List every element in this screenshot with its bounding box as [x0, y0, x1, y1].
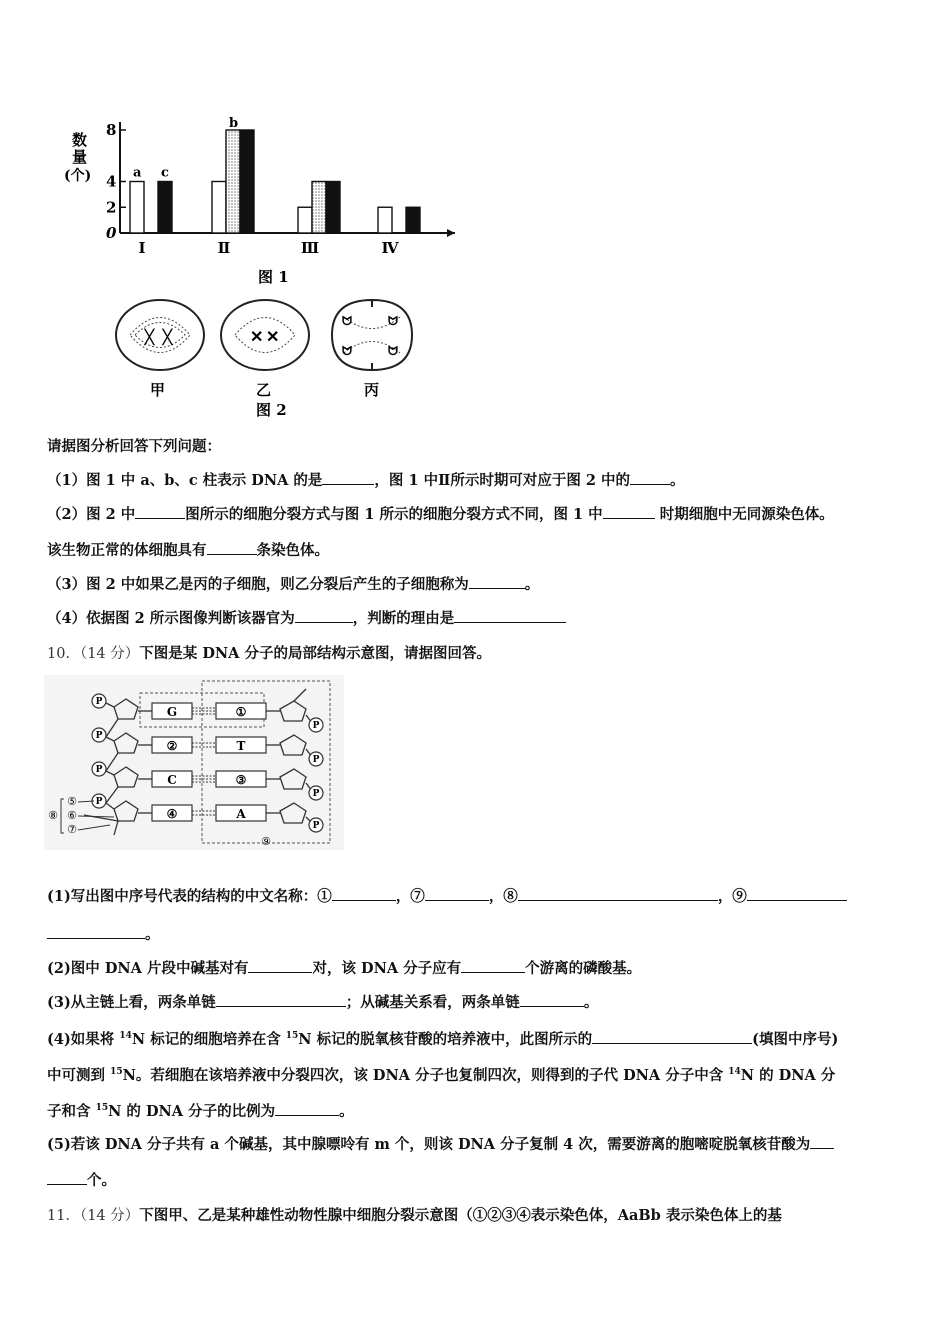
y-axis-label: 数 [72, 131, 88, 149]
svg-text:✕: ✕ [250, 327, 264, 346]
svg-text:ᚷ: ᚷ [162, 327, 173, 348]
side-label-5: ⑤ [67, 795, 77, 808]
figure-1-bar-chart [60, 110, 480, 300]
answer-blank[interactable] [454, 608, 566, 623]
q10-part-3 [47, 992, 598, 1013]
cell-bing [332, 300, 412, 399]
q10-title: 下图是某 DNA 分子的局部结构示意图，请据图回答。 [139, 645, 491, 662]
q10-p4-text: 。 [339, 1102, 354, 1120]
answer-blank[interactable] [592, 1029, 752, 1044]
side-label-7: ⑦ [67, 823, 77, 836]
answer-blank[interactable] [810, 1134, 834, 1149]
q11-text: 下图甲、乙是某种雄性动物性腺中细胞分裂示意图（①②③④表示染色体，AaBb 表示染色体上的基 [139, 1207, 782, 1224]
q10-part-1-cont [47, 924, 160, 945]
base-left-4: ④ [166, 807, 178, 821]
answer-blank[interactable] [520, 992, 584, 1007]
q10-heading [47, 644, 491, 664]
side-label-6: ⑥ [67, 809, 77, 822]
answer-blank[interactable] [322, 470, 374, 485]
y-tick-label: 0 [106, 224, 117, 242]
chart-plot [106, 116, 455, 257]
y-tick-label: 2 [106, 198, 117, 217]
q10-p3-text-c: 。 [583, 994, 599, 1011]
base-left-3: C [167, 773, 177, 787]
q10-p4-text: (填图中序号) [752, 1030, 839, 1048]
cell-label-bing: 丙 [364, 381, 380, 399]
svg-text:ᗢ: ᗢ [342, 344, 352, 358]
q9-p3-text-a: （3）图 2 中如果乙是丙的子细胞，则乙分裂后产生的子细胞称为 [47, 576, 469, 593]
q9-part-2b [47, 540, 329, 561]
superscript: 14 [119, 1031, 132, 1041]
phosphate-label: P [312, 821, 320, 831]
q10-p2-text-b: 对，该 DNA 分子应有 [312, 960, 462, 977]
phosphate-label: P [312, 721, 320, 731]
x-tick-label: Ⅱ [217, 239, 231, 257]
q10-p4-text: (4)如果将 [47, 1030, 120, 1048]
q9-p4-text-b: ，判断的理由是 [352, 610, 455, 627]
q10-part-4 [47, 1026, 838, 1050]
q9-p2-text-d: 该生物正常的体细胞具有 [47, 542, 207, 559]
bar-c [240, 130, 254, 233]
cell-label-yi: 乙 [256, 381, 272, 399]
answer-blank[interactable] [747, 886, 847, 901]
q10-p3-text-b: ；从碱基关系看，两条单链 [345, 994, 520, 1011]
q10-part-5-cont [47, 1170, 116, 1191]
chart-title: 图 1 [258, 268, 289, 286]
base-left-2: ② [166, 739, 178, 753]
q10-p5-text-a: (5)若该 DNA 分子共有 a 个碱基，其中腺嘌呤有 m 个，则该 DNA 分子复制 4 次，需要游离的胞嘧啶脱氧核苷酸为 [47, 1136, 811, 1153]
q10-p4-text: N。若细胞在该培养液中分裂四次，该 DNA 分子也复制四次，则得到的子代 DNA 分子中含 [122, 1066, 729, 1084]
phosphate-label: P [95, 797, 103, 807]
cell-label-jia: 甲 [150, 381, 166, 399]
q10-number: 10．（14 分） [47, 646, 140, 662]
phosphate-label: P [312, 755, 320, 765]
answer-blank[interactable] [295, 608, 353, 623]
answer-blank[interactable] [216, 992, 346, 1007]
answer-blank[interactable] [425, 886, 489, 901]
q10-p1-text-d: ，⑨ [717, 888, 747, 905]
superscript: 14 [728, 1067, 741, 1077]
q9-p2-text-c: 时期细胞中无同源染色体。 [654, 506, 834, 523]
q10-part-4c [47, 1098, 354, 1122]
figure-2-caption: 图 2 [256, 401, 287, 419]
cell-yi [221, 300, 309, 399]
x-tick-label: Ⅲ [300, 239, 320, 257]
answer-blank[interactable] [207, 540, 257, 555]
bottom-label-9: ⑨ [261, 835, 271, 848]
q11-number: 11．（14 分） [47, 1208, 140, 1224]
q10-p1-text-e: 。 [145, 926, 160, 943]
q10-p1-text-b: ，⑦ [395, 888, 425, 905]
q9-part-4 [47, 608, 566, 629]
phosphate-label: P [95, 697, 103, 707]
q10-p4-text: N 的 DNA 分子的比例为 [108, 1102, 276, 1120]
phosphate-label: P [312, 789, 320, 799]
q10-p4-text: N 的 DNA 分 [740, 1066, 836, 1084]
side-label-8: ⑧ [48, 809, 58, 822]
superscript: 15 [110, 1067, 123, 1077]
base-right-2: T [236, 739, 246, 753]
answer-blank[interactable] [47, 924, 145, 939]
q10-p3-text-a: (3)从主链上看，两条单链 [47, 994, 216, 1011]
bar-a [212, 182, 226, 234]
q9-part-3 [47, 574, 539, 595]
q10-p1-text-c: ，⑧ [488, 888, 518, 905]
q9-p1-text-c: 。 [670, 472, 685, 489]
x-tick-label: Ⅰ [138, 239, 146, 257]
answer-blank[interactable] [461, 958, 525, 973]
series-label-a: a [133, 165, 142, 181]
bar-a [298, 207, 312, 233]
x-axis-arrow [447, 229, 455, 237]
x-tick-label: Ⅳ [381, 239, 399, 257]
cell-jia [116, 300, 204, 399]
q9-p1-text-a: （1）图 1 中 a、b、c 柱表示 DNA 的是 [47, 472, 323, 489]
q10-part-5 [47, 1134, 834, 1155]
q10-part-2 [47, 958, 641, 979]
bar-a [130, 182, 144, 234]
q10-p2-text-a: (2)图中 DNA 片段中碱基对有 [47, 960, 249, 977]
y-tick-label: 4 [106, 172, 117, 191]
answer-blank[interactable] [47, 1170, 87, 1185]
base-right-4: A [236, 807, 246, 821]
figure-2-cells [110, 295, 430, 423]
q9-p2-text-a: （2）图 2 中 [47, 506, 136, 523]
svg-text:ᗢ: ᗢ [388, 344, 398, 358]
base-left-1: G [166, 705, 178, 719]
bar-c [326, 182, 340, 234]
answer-blank[interactable] [248, 958, 312, 973]
phosphate-label: P [95, 731, 103, 741]
svg-text:✕: ✕ [266, 327, 280, 346]
svg-text:ᚷ: ᚷ [144, 327, 155, 348]
q9-part-2 [47, 504, 834, 525]
q9-intro [47, 437, 221, 457]
bar-b [226, 130, 240, 233]
bar-c [406, 207, 420, 233]
base-right-3: ③ [235, 773, 247, 787]
q11-heading [47, 1206, 782, 1226]
svg-text:ᗢ: ᗢ [342, 314, 352, 328]
q9-p3-text-b: 。 [524, 576, 540, 593]
bar-a [378, 207, 392, 233]
bar-c [158, 182, 172, 234]
q10-p5-text-b: 个。 [87, 1172, 116, 1189]
q10-part-4b [47, 1062, 835, 1086]
answer-blank[interactable] [469, 574, 525, 589]
y-axis-label-3: (个) [64, 168, 92, 184]
q10-p4-text: N 标记的细胞培养在含 [131, 1030, 286, 1048]
superscript: 15 [285, 1031, 299, 1041]
q9-p4-text-a: （4）依据图 2 所示图像判断该器官为 [47, 610, 295, 627]
answer-blank[interactable] [518, 886, 718, 901]
series-label-c: c [161, 165, 169, 181]
q10-p4-text: N 标记的脱氧核苷酸的培养液中，此图所示的 [298, 1030, 593, 1048]
base-right-1: ① [235, 705, 247, 719]
answer-blank[interactable] [630, 470, 670, 485]
q9-intro-text: 请据图分析回答下列问题： [47, 438, 221, 455]
q10-p4-text: 中可测到 [47, 1066, 111, 1084]
q9-p2-text-b: 图所示的细胞分裂方式与图 1 所示的细胞分裂方式不同，图 1 中 [185, 506, 603, 523]
q10-part-1 [47, 886, 847, 907]
answer-blank[interactable] [275, 1101, 339, 1116]
q9-part-1 [47, 470, 685, 491]
answer-blank[interactable] [332, 886, 396, 901]
q9-p2-text-e: 条染色体。 [256, 542, 329, 559]
answer-blank[interactable] [135, 504, 185, 519]
phosphate-label: P [95, 765, 103, 775]
svg-text:ᗢ: ᗢ [388, 314, 398, 328]
q9-p1-text-b: ，图 1 中Ⅱ所示时期可对应于图 2 中的 [374, 472, 631, 489]
answer-blank[interactable] [603, 504, 655, 519]
superscript: 15 [95, 1103, 109, 1113]
dna-structure-diagram [44, 675, 344, 850]
series-label-b: b [229, 116, 239, 131]
y-tick-label: 8 [106, 121, 117, 139]
q10-p1-text-a: (1)写出图中序号代表的结构的中文名称：① [47, 888, 332, 905]
bar-b [312, 182, 326, 234]
q10-p2-text-c: 个游离的磷酸基。 [525, 960, 642, 977]
y-axis-label-2: 量 [72, 148, 88, 166]
q10-p4-text: 子和含 [47, 1102, 96, 1120]
